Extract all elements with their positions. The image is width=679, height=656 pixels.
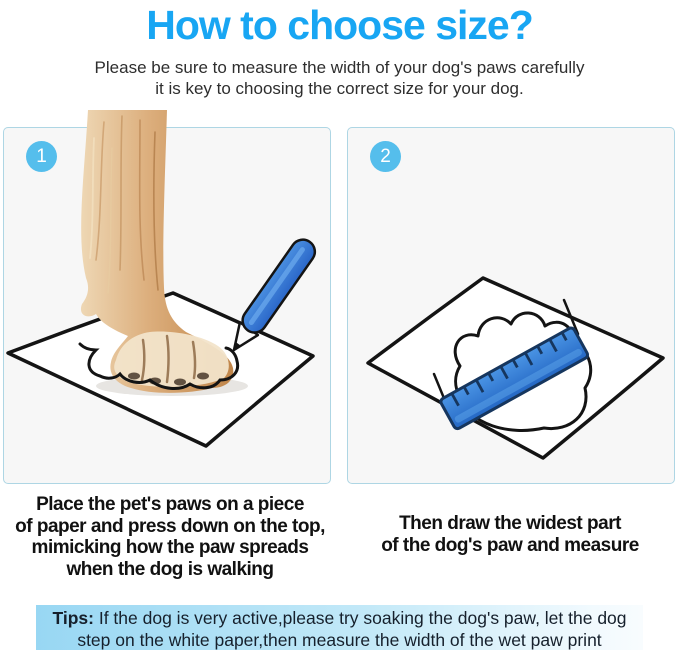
tips-text-1: If the dog is very active,please try soaking the dog's paw, let the dog	[98, 608, 627, 628]
caption-line: when the dog is walking	[66, 558, 274, 580]
step-2-caption	[341, 513, 679, 556]
step-1-caption	[0, 494, 340, 580]
tips-line-1	[36, 607, 643, 629]
caption-line: of the dog's paw and measure	[381, 534, 639, 556]
caption-line: mimicking how the paw spreads	[31, 537, 309, 558]
step-1-panel	[3, 127, 331, 484]
tips-label: Tips:	[52, 608, 94, 628]
step-2-badge: 2	[370, 141, 401, 172]
caption-line: Place the pet's paws on a piece	[36, 494, 304, 515]
subtitle-line-1: Please be sure to measure the width of your dog's paws carefully	[94, 58, 585, 77]
page-title: How to choose size?	[146, 2, 533, 48]
caption-line: of paper and press down on the top,	[15, 515, 325, 537]
caption-line: Then draw the widest part	[399, 513, 621, 534]
tips-bar	[36, 605, 643, 650]
tips-line-2: step on the white paper,then measure the width of the wet paw print	[77, 630, 602, 650]
step-1-badge: 1	[26, 141, 57, 172]
subtitle-line-2: it is key to choosing the correct size for your dog.	[155, 79, 524, 98]
subtitle	[0, 57, 679, 99]
step-2-panel	[347, 127, 675, 484]
step-2-illustration	[348, 128, 674, 483]
